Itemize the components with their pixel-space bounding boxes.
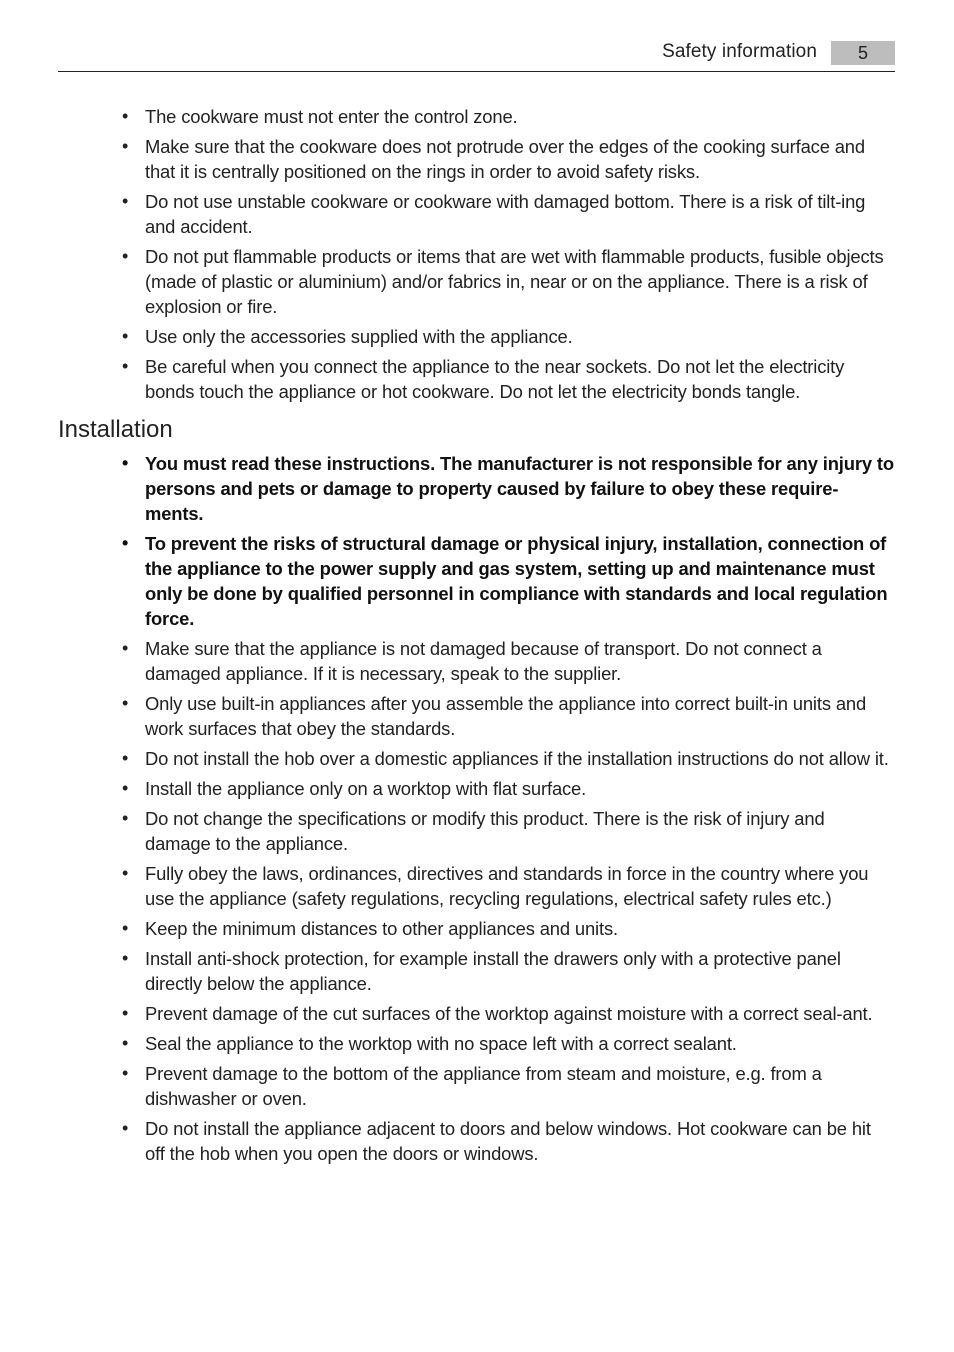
list-item	[58, 806, 894, 856]
list-item-text: Use only the accessories supplied with the appliance.	[145, 326, 573, 347]
bullet-icon: •	[122, 356, 129, 376]
bullet-icon: •	[122, 1003, 129, 1023]
list-item	[58, 946, 894, 996]
bullet-icon: •	[122, 246, 129, 266]
list-item	[58, 104, 894, 129]
list-item	[58, 1061, 894, 1111]
page-number: 5	[831, 41, 895, 65]
bullet-icon: •	[122, 1118, 129, 1138]
list-item-text: Fully obey the laws, ordinances, directives and standards in force in the country where you use the appliance (safety regulations, recycling regulations, electrical safety rules etc.)	[145, 863, 869, 909]
list-item	[58, 861, 894, 911]
list-item	[58, 324, 894, 349]
list-item-text: Prevent damage of the cut surfaces of the worktop against moisture with a correct seal-ant.	[145, 1003, 873, 1024]
bullet-icon: •	[122, 1033, 129, 1053]
bullet-icon: •	[122, 948, 129, 968]
bullet-icon: •	[122, 1063, 129, 1083]
list-item	[58, 691, 894, 741]
list-item-text: Do not use unstable cookware or cookware with damaged bottom. There is a risk of tilt-ing and accident.	[145, 191, 866, 237]
list-item	[58, 746, 894, 771]
list-item-text: Only use built-in appliances after you assemble the appliance into correct built-in units and work surfaces that obey the standards.	[145, 693, 867, 739]
list-item-text: Prevent damage to the bottom of the appliance from steam and moisture, e.g. from a dishwasher or oven.	[145, 1063, 822, 1109]
bullet-icon: •	[122, 693, 129, 713]
bullet-icon: •	[122, 191, 129, 211]
bullet-icon: •	[122, 136, 129, 156]
list-item	[58, 354, 894, 404]
list-item	[58, 451, 894, 526]
list-item-text: Seal the appliance to the worktop with no space left with a correct sealant.	[145, 1033, 737, 1054]
bullet-icon: •	[122, 918, 129, 938]
bullet-icon: •	[122, 326, 129, 346]
list-item	[58, 531, 894, 631]
bullet-icon: •	[122, 533, 129, 553]
list-item-text: Do not put flammable products or items that are wet with flammable products, fusible objects (made of plastic or aluminium) and/or fabrics in, near or on the appliance. There is a risk of explosion or fire.	[145, 246, 884, 317]
list-item	[58, 1031, 894, 1056]
page-header	[58, 38, 895, 72]
page-content	[58, 104, 894, 1171]
list-item	[58, 916, 894, 941]
list-item-text: To prevent the risks of structural damage or physical injury, installation, connection of the appliance to the power supply and gas system, setting up and maintenance must only be done by qualified personnel in compliance with standards and local regulation force.	[145, 533, 888, 629]
list-item-text: Make sure that the cookware does not protrude over the edges of the cooking surface and that it is centrally positioned on the rings in order to avoid safety risks.	[145, 136, 865, 182]
installation-heading: Installation	[58, 416, 173, 443]
list-item	[58, 1001, 894, 1026]
bullet-icon: •	[122, 638, 129, 658]
list-item-text: Be careful when you connect the appliance to the near sockets. Do not let the electricity bonds touch the appliance or hot cookware. Do not let the electricity bonds tangle.	[145, 356, 845, 402]
list-item	[58, 776, 894, 801]
bullet-icon: •	[122, 808, 129, 828]
list-item-text: Install the appliance only on a worktop with flat surface.	[145, 778, 587, 799]
installation-bullet-list	[58, 451, 894, 1166]
bullet-icon: •	[122, 748, 129, 768]
header-title: Safety information	[662, 41, 817, 62]
list-item	[58, 134, 894, 184]
bullet-icon: •	[122, 106, 129, 126]
list-item-text: Keep the minimum distances to other appliances and units.	[145, 918, 618, 939]
list-item-text: Make sure that the appliance is not damaged because of transport. Do not connect a damaged appliance. If it is necessary, speak to the supplier.	[145, 638, 822, 684]
list-item	[58, 1116, 894, 1166]
bullet-icon: •	[122, 453, 129, 473]
list-item-text: The cookware must not enter the control zone.	[145, 106, 518, 127]
list-item-text: Do not install the hob over a domestic appliances if the installation instructions do not allow it.	[145, 748, 889, 769]
list-item-text: Install anti-shock protection, for example install the drawers only with a protective panel directly below the appliance.	[145, 948, 841, 994]
list-item	[58, 189, 894, 239]
safety-bullet-list	[58, 104, 894, 404]
list-item-text: Do not change the specifications or modify this product. There is the risk of injury and damage to the appliance.	[145, 808, 825, 854]
list-item-text: Do not install the appliance adjacent to doors and below windows. Hot cookware can be hit off the hob when you open the doors or windows.	[145, 1118, 871, 1164]
list-item	[58, 636, 894, 686]
bullet-icon: •	[122, 778, 129, 798]
list-item-text: You must read these instructions. The manufacturer is not responsible for any injury to persons and pets or damage to property caused by failure to obey these require-ments.	[145, 453, 894, 524]
list-item	[58, 244, 894, 319]
bullet-icon: •	[122, 863, 129, 883]
